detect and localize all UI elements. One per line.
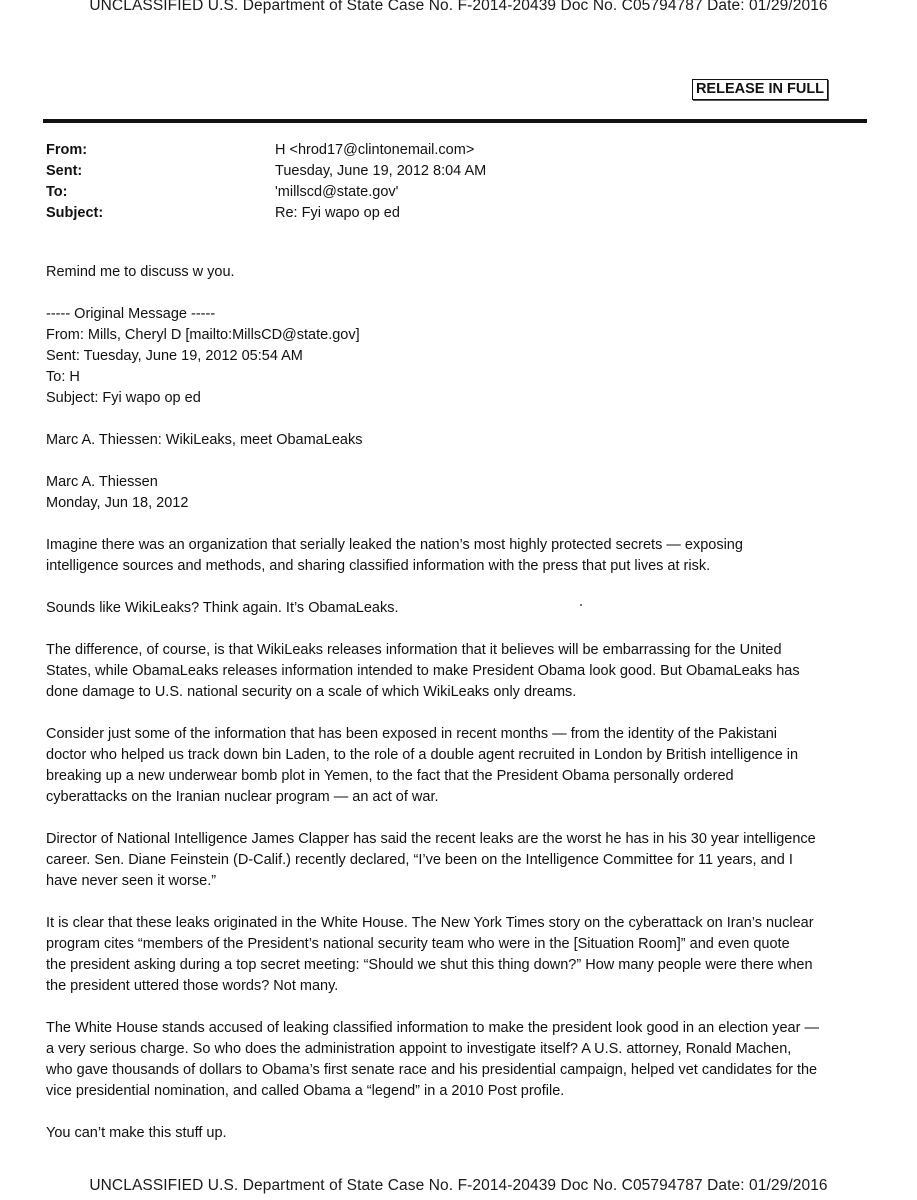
from-value: H <hrod17@clintonemail.com>: [275, 142, 475, 158]
article-paragraph: [46, 829, 876, 892]
subject-value: Re: Fyi wapo op ed: [275, 205, 400, 221]
original-to: To: H: [46, 369, 80, 385]
original-from: From: Mills, Cheryl D [mailto:MillsCD@state.gov]: [46, 327, 360, 343]
article-paragraph: [46, 598, 876, 619]
paragraph-line: vice presidential nomination, and called Obama a “legend” in a 2010 Post profile.: [46, 1083, 565, 1099]
article-paragraph: [46, 913, 876, 997]
paragraph-line: cyberattacks on the Iranian nuclear program — an act of war.: [46, 789, 439, 805]
original-subject: Subject: Fyi wapo op ed: [46, 390, 201, 406]
original-message-separator: ----- Original Message -----: [46, 306, 216, 322]
release-stamp: RELEASE IN FULL: [692, 79, 828, 100]
article-paragraph: [46, 1018, 876, 1102]
classification-banner-top: UNCLASSIFIED U.S. Department of State Case No. F-2014-20439 Doc No. C05794787 Date: 01/29/2016: [89, 0, 828, 14]
paragraph-line: You can’t make this stuff up.: [46, 1125, 227, 1141]
article-paragraph: [46, 640, 876, 703]
paragraph-line: Consider just some of the information that has been exposed in recent months — from the identity of the Pakistani: [46, 726, 778, 742]
paragraph-line: Director of National Intelligence James Clapper has said the recent leaks are the worst he has in his 30 year intelligence: [46, 831, 816, 847]
email-body: [46, 262, 876, 1165]
reply-line: Remind me to discuss w you.: [46, 264, 235, 280]
from-label: From:: [46, 142, 88, 158]
original-message-header: [46, 304, 876, 409]
paragraph-line: breaking up a new underwear bomb plot in Yemen, to the fact that the President Obama personally ordered: [46, 768, 734, 784]
paragraph-line: doctor who helped us track down bin Laden, to the role of a double agent recruited in London by British intelligence in: [46, 747, 799, 763]
paragraph-line: States, while ObamaLeaks releases information intended to make President Obama look good. But ObamaLeaks has: [46, 663, 800, 679]
paragraph-line: Imagine there was an organization that serially leaked the nation’s most highly protected secrets — exposing: [46, 537, 743, 553]
paragraph-line: the president uttered those words? Not many.: [46, 978, 339, 994]
headline-line: Marc A. Thiessen: WikiLeaks, meet ObamaLeaks: [46, 432, 363, 448]
paragraph-line: career. Sen. Diane Feinstein (D-Calif.) recently declared, “I’ve been on the Intelligence Committee for 11 years, and I: [46, 852, 793, 868]
paragraph-line: The difference, of course, is that WikiLeaks releases information that it believes will be embarrassing for the United: [46, 642, 782, 658]
to-value: 'millscd@state.gov': [275, 184, 399, 200]
paragraph-line: have never seen it worse.”: [46, 873, 217, 889]
article-paragraph: [46, 535, 876, 577]
byline-date: Monday, Jun 18, 2012: [46, 495, 189, 511]
paragraph-line: a very serious charge. So who does the administration appoint to investigate itself? A U.S. attorney, Ronald Machen,: [46, 1041, 792, 1057]
paragraph-line: It is clear that these leaks originated in the White House. The New York Times story on the cyberattack on Iran’s nuclear: [46, 915, 814, 931]
paragraph-line: The White House stands accused of leaking classified information to make the president look good in an election year —: [46, 1020, 819, 1036]
byline-author: Marc A. Thiessen: [46, 474, 158, 490]
article-byline: [46, 472, 876, 514]
header-divider: [43, 119, 867, 123]
paragraph-line: the president asking during a top secret meeting: “Should we shut this thing down?” How many people were there when: [46, 957, 813, 973]
paragraph-line: program cites “members of the President’s national security team who were in the [Situation Room]” and even quote: [46, 936, 790, 952]
sent-value: Tuesday, June 19, 2012 8:04 AM: [275, 163, 487, 179]
classification-banner-bottom: UNCLASSIFIED U.S. Department of State Case No. F-2014-20439 Doc No. C05794787 Date: 01/29/2016: [89, 1177, 828, 1194]
original-sent: Sent: Tuesday, June 19, 2012 05:54 AM: [46, 348, 303, 364]
paragraph-line: done damage to U.S. national security on a scale of which WikiLeaks only dreams.: [46, 684, 577, 700]
to-label: To:: [46, 184, 68, 200]
paragraph-line: who gave thousands of dollars to Obama’s first senate race and his presidential campaign, helped vet candidates for the: [46, 1062, 818, 1078]
scan-speck: [580, 604, 582, 606]
article-paragraph: [46, 1123, 876, 1144]
article-paragraph: [46, 724, 876, 808]
subject-label: Subject:: [46, 205, 104, 221]
sent-label: Sent:: [46, 163, 83, 179]
paragraph-line: intelligence sources and methods, and sharing classified information with the press that put lives at risk.: [46, 558, 711, 574]
paragraph-line: Sounds like WikiLeaks? Think again. It’s ObamaLeaks.: [46, 600, 399, 616]
article-headline: [46, 430, 876, 451]
reply-text: [46, 262, 876, 283]
